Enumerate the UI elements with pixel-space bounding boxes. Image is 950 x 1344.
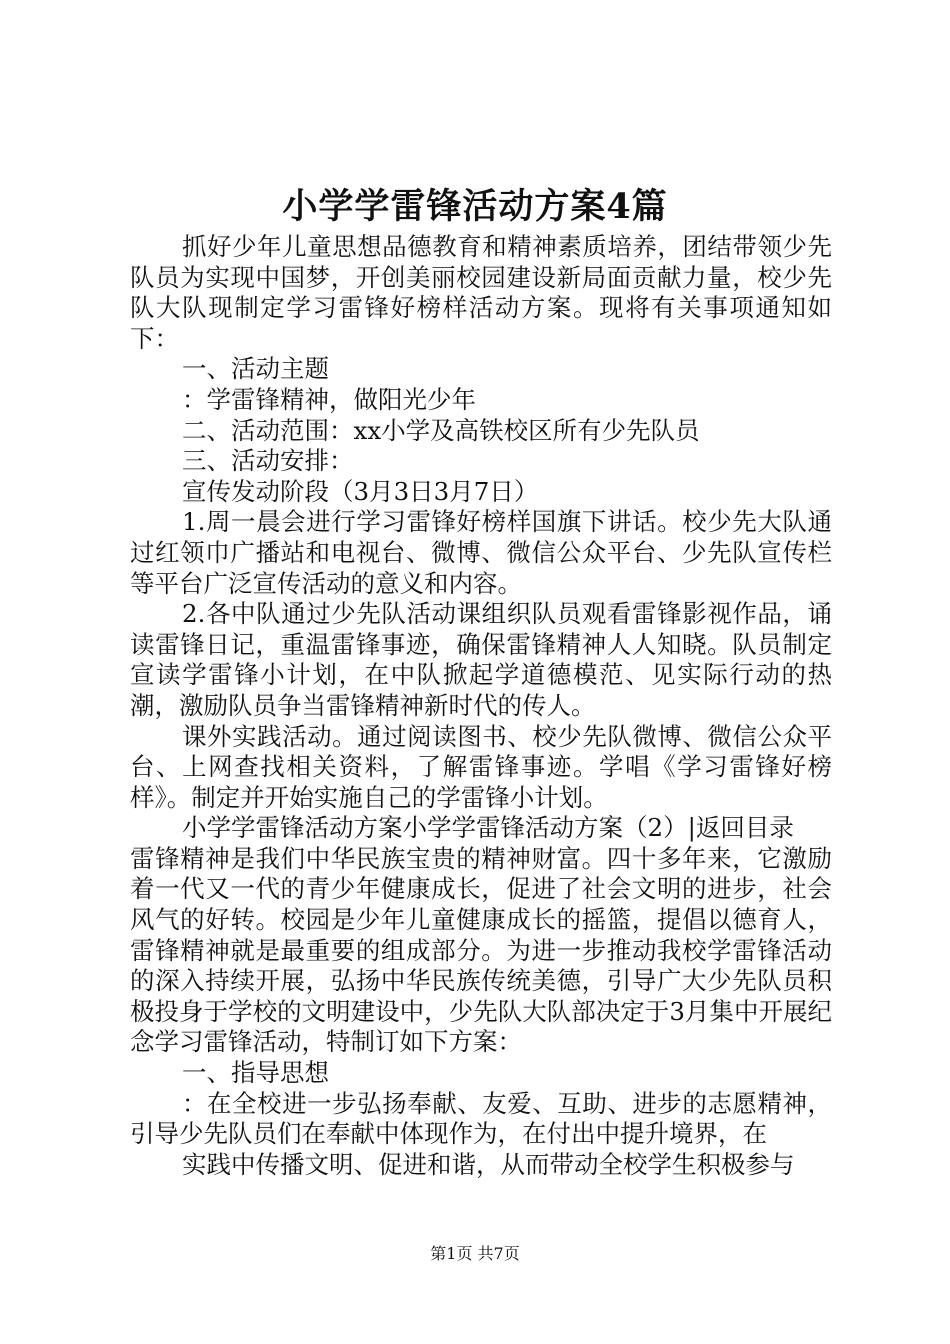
paragraph-promotion-stage: 宣传发动阶段（3月3日3月7日） — [182, 476, 539, 506]
heading-activity-theme: 一、活动主题 — [182, 354, 329, 384]
document-body — [130, 232, 832, 1180]
paragraph-practice-continued: 实践中传播文明、促进和谐，从而带动全校学生积极参与 — [182, 1149, 795, 1179]
document-title: 小学学雷锋活动方案4篇 — [282, 186, 668, 227]
heading-activity-scope: 二、活动范围：xx小学及高铁校区所有少先队员 — [182, 415, 700, 445]
paragraph-intro: 抓好少年儿童思想品德教育和精神素质培养，团结带领少先队员为实现中国梦，开创美丽校园建设新局面贡献力量，校少先队大队现制定学习雷锋好榜样活动方案。现将有关事项通知如下： — [130, 232, 832, 353]
paragraph-item-2: 2.各中队通过少先队活动课组织队员观看雷锋影视作品，诵读雷锋日记，重温雷锋事迹，确保雷锋精神人人知晓。队员制定宣读学雷锋小计划，在中队掀起学道德模范、见实际行动的热潮，激励队员争当雷锋精神新时代的传人。 — [130, 599, 832, 720]
paragraph-guiding-thought: ：在全校进一步弘扬奉献、友爱、互助、进步的志愿精神，引导少先队员们在奉献中体现作为，在付出中提升境界，在 — [130, 1088, 832, 1149]
section-link-return-toc[interactable]: 小学学雷锋活动方案小学学雷锋活动方案（2）|返回目录 — [182, 813, 794, 843]
page-footer: 第1页 共7页 — [430, 1244, 520, 1263]
paragraph-theme: ：学雷锋精神，做阳光少年 — [182, 384, 476, 414]
paragraph-practice: 课外实践活动。通过阅读图书、校少先队微博、微信公众平台、上网查找相关资料，了解雷锋事迹。学唱《学习雷锋好榜样》。制定并开始实施自己的学雷锋小计划。 — [130, 721, 832, 812]
heading-guiding-thought: 一、指导思想 — [182, 1058, 329, 1088]
paragraph-item-1: 1.周一晨会进行学习雷锋好榜样国旗下讲话。校少先大队通过红领巾广播站和电视台、微博、微信公众平台、少先队宣传栏等平台广泛宣传活动的意义和内容。 — [130, 507, 832, 598]
paragraph-leifeng-spirit: 雷锋精神是我们中华民族宝贵的精神财富。四十多年来，它激励着一代又一代的青少年健康成长，促进了社会文明的进步，社会风气的好转。校园是少年儿童健康成长的摇篮，提倡以德育人，雷锋精神就是最重要的组成部分。为进一步推动我校学雷锋活动的深入持续开展，弘扬中华民族传统美德，引导广大少先队员积极投身于学校的文明建设中，少先队大队部决定于3月集中开展纪念学习雷锋活动，特制订如下方案： — [130, 843, 832, 1057]
heading-activity-arrangement: 三、活动安排： — [182, 446, 354, 476]
